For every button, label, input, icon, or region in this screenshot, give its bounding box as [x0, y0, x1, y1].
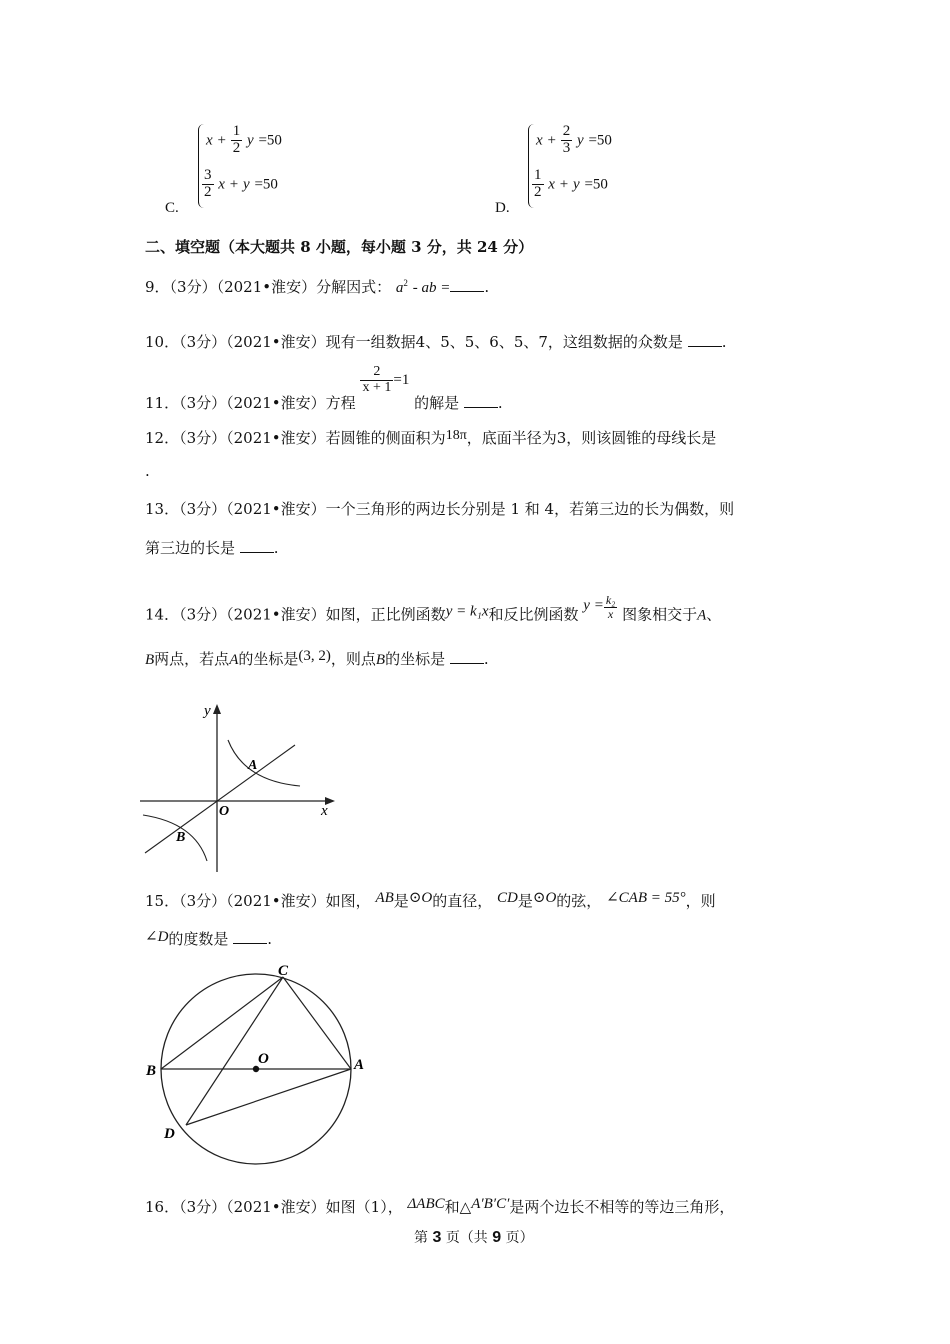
question-11: 11．（3分）（2021•淮安）方程 $\frac{2}{x + 1}$ =1 的解是 . — [145, 364, 503, 413]
option-d-label: D. — [495, 200, 510, 216]
option-c-eq2: $\frac{3}{2}$ x + y =50 — [204, 167, 278, 200]
answer-blank — [240, 540, 274, 553]
answer-blank — [450, 651, 484, 664]
y-axis-label: y — [204, 703, 211, 719]
point-c-label: C — [278, 963, 289, 979]
option-d-eq1: x + $\frac{2}{3}$ y =50 — [536, 123, 612, 156]
question-16: 16．（3分）（2021•淮安）如图（1）， ΔABC和△A′B′C′是两个边长不相等的等边三角形， — [145, 1196, 735, 1216]
option-c-system — [198, 124, 308, 212]
center-label: O — [258, 1051, 269, 1067]
question-13: 13．（3分）（2021•淮安）一个三角形的两边长分别是 1 和 4，若第三边的长为偶数，则 — [145, 500, 735, 518]
question-14-line2: B两点，若点A的坐标是(3, 2)，则点B的坐标是 . — [145, 648, 489, 668]
question-9: 9．（3分）（2021•淮安）分解因式： $a^2$ - ab = . — [145, 278, 490, 296]
question-13-line2: 第三边的长是 . — [145, 539, 279, 557]
page-footer: 第 3 页（共 9 页） — [414, 1229, 534, 1246]
circle-diagram — [140, 955, 380, 1180]
y-axis-arrow-icon — [213, 704, 221, 714]
point-b-label: B — [146, 1063, 157, 1079]
hyperbola-branch-2 — [143, 815, 207, 861]
option-c-label: C. — [165, 200, 179, 216]
chord-da — [186, 1069, 351, 1125]
point-b-label: B — [176, 830, 186, 845]
option-d-system — [528, 124, 638, 212]
question-15: 15．（3分）（2021•淮安）如图， AB是⊙O的直径， CD是⊙O的弦， ∠CAB = 55°，则 — [145, 890, 716, 910]
section-heading: 二、填空题（本大题共 8 小题，每小题 3 分，共 24 分） — [145, 238, 534, 256]
question-14: 14．（3分）（2021•淮安）如图，正比例函数y = k₁x和反比例函数 y = $\frac{\text{k₂}}{x}$ 图象相交于A、 — [145, 593, 722, 624]
option-d-eq2: $\frac{1}{2}$ x + y =50 — [534, 167, 608, 200]
option-c-eq1: x + $\frac{1}{2}$ y =50 — [206, 123, 282, 156]
proportional-line — [145, 745, 295, 853]
point-a-label: A — [248, 758, 258, 773]
origin-label: O — [219, 804, 230, 819]
answer-blank — [450, 279, 484, 292]
question-10: 10．（3分）（2021•淮安）现有一组数据4、5、5、6、5、7，这组数据的众数是 . — [145, 333, 727, 351]
answer-blank — [233, 931, 267, 944]
chord-ca — [283, 977, 351, 1069]
question-15-line2: ∠D的度数是 . — [145, 929, 272, 948]
point-a-label: A — [354, 1057, 365, 1073]
answer-blank — [688, 334, 722, 347]
inverse-function-graph — [140, 698, 340, 876]
answer-blank — [464, 395, 498, 408]
x-axis-label: x — [321, 803, 328, 819]
question-12-line2: . — [145, 462, 150, 480]
hyperbola-branch-1 — [228, 740, 300, 786]
point-d-label: D — [164, 1126, 175, 1142]
question-12: 12．（3分）（2021•淮安）若圆锥的侧面积为18π，底面半径为3，则该圆锥的母线长是 — [145, 428, 717, 447]
